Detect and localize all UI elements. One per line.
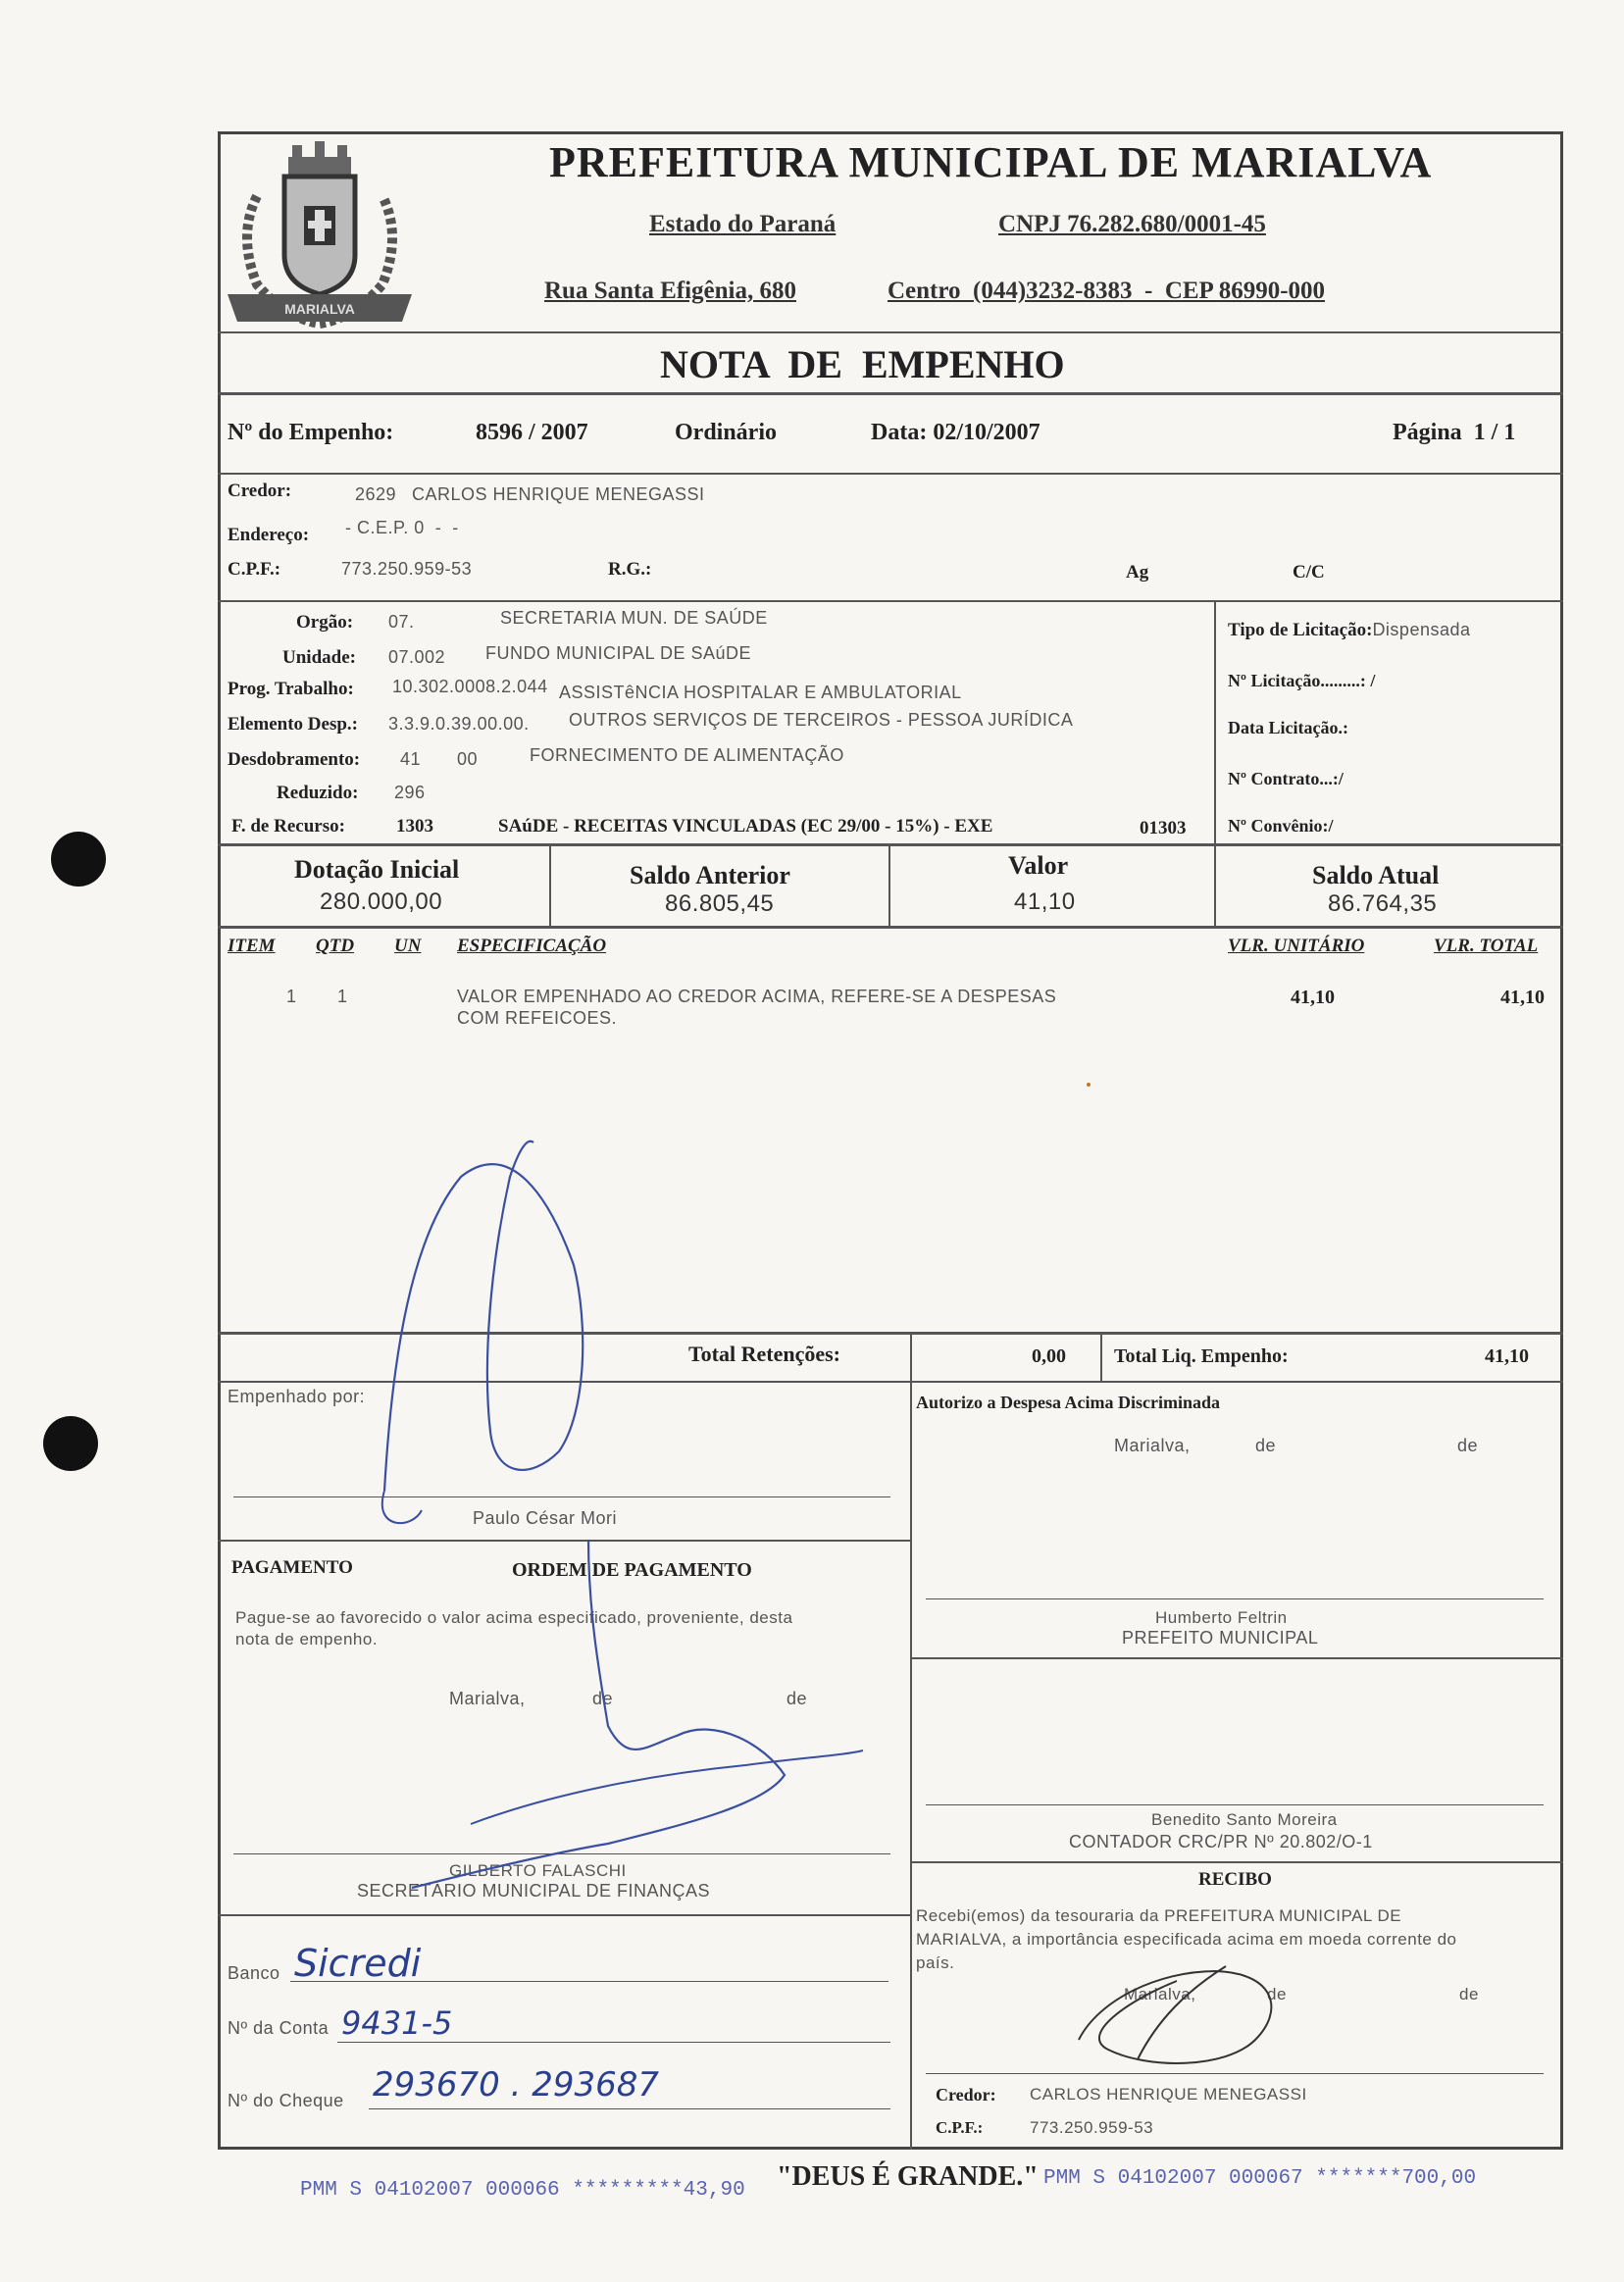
pagamento-de2: de bbox=[787, 1689, 808, 1708]
autorizo-de2: de bbox=[1457, 1436, 1479, 1455]
liquido-label: Total Liq. Empenho: bbox=[1114, 1345, 1289, 1367]
licitacao-number: Nº Licitação.........: / bbox=[1228, 671, 1376, 690]
autorizo-city: Marialva, bbox=[1114, 1436, 1191, 1455]
empenho-type: Ordinário bbox=[675, 420, 778, 445]
recurso-code: 1303 bbox=[396, 816, 433, 837]
saldo-anterior-label: Saldo Anterior bbox=[630, 861, 790, 889]
unidade-name: FUNDO MUNICIPAL DE SAúDE bbox=[485, 643, 752, 663]
autorizo-label: Autorizo a Despesa Acima Discriminada bbox=[916, 1393, 1220, 1412]
pagamento-city: Marialva, bbox=[449, 1689, 526, 1708]
empenhado-signer: Paulo César Mori bbox=[473, 1508, 618, 1528]
item-number: 1 bbox=[286, 987, 297, 1006]
prog-name: ASSISTêNCIA HOSPITALAR E AMBULATORIAL bbox=[559, 683, 962, 702]
address-label: Endereço: bbox=[228, 525, 310, 545]
crest-banner-text: MARIALVA bbox=[284, 301, 355, 317]
header-cnpj: CNPJ 76.282.680/0001-45 bbox=[998, 211, 1266, 237]
reduzido-label: Reduzido: bbox=[277, 783, 359, 803]
recurso-label: F. de Recurso: bbox=[231, 816, 345, 837]
orgao-name: SECRETARIA MUN. DE SAÚDE bbox=[500, 608, 768, 628]
retencoes-label: Total Retenções: bbox=[688, 1342, 840, 1366]
address-value: - C.E.P. 0 - - bbox=[345, 518, 459, 537]
rg-label: R.G.: bbox=[608, 559, 652, 580]
licitacao-type-label: Tipo de Licitação: bbox=[1228, 620, 1373, 640]
prog-label: Prog. Trabalho: bbox=[228, 679, 354, 699]
col-header-total-value: VLR. TOTAL bbox=[1434, 936, 1539, 956]
convenio-number: Nº Convênio:/ bbox=[1228, 816, 1334, 836]
item-spec-line2: COM REFEICOES. bbox=[457, 1008, 618, 1028]
col-header-qtd: QTD bbox=[316, 936, 355, 956]
orgao-label: Orgão: bbox=[296, 612, 354, 633]
recibo-line2: MARIALVA, a importância especificada acima em moeda corrente do bbox=[916, 1930, 1457, 1949]
saldo-anterior-value: 86.805,45 bbox=[665, 890, 775, 917]
empenhado-label: Empenhado por: bbox=[228, 1387, 366, 1406]
desdobramento-label: Desdobramento: bbox=[228, 749, 361, 770]
bank-stamp-left: PMM S 04102007 000066 *********43,90 bbox=[300, 2179, 745, 2202]
recurso-extra: 01303 bbox=[1140, 818, 1187, 838]
contador-role: CONTADOR CRC/PR Nº 20.802/O-1 bbox=[1069, 1832, 1373, 1851]
recibo-line3: país. bbox=[916, 1953, 955, 1972]
item-total-value: 41,10 bbox=[1500, 987, 1545, 1008]
saldo-atual-label: Saldo Atual bbox=[1312, 861, 1440, 889]
recibo-de1: de bbox=[1267, 1985, 1287, 2003]
dotacao-label: Dotação Inicial bbox=[294, 855, 460, 884]
empenho-date: Data: 02/10/2007 bbox=[871, 420, 1040, 445]
footer-motto: "DEUS É GRANDE." bbox=[777, 2161, 1039, 2192]
licitacao-type-value: Dispensada bbox=[1372, 620, 1471, 639]
credor-name: CARLOS HENRIQUE MENEGASSI bbox=[412, 484, 705, 504]
conta-label: Nº da Conta bbox=[228, 2018, 330, 2038]
header-title: PREFEITURA MUNICIPAL DE MARIALVA bbox=[549, 138, 1433, 186]
pagamento-text-line1: Pague-se ao favorecido o valor acima especificado, proveniente, desta bbox=[235, 1608, 793, 1627]
item-qtd: 1 bbox=[337, 987, 348, 1006]
cheque-handwritten: 293670 . 293687 bbox=[373, 2065, 660, 2105]
contrato-number: Nº Contrato...:/ bbox=[1228, 769, 1344, 788]
prefeito-role: PREFEITO MUNICIPAL bbox=[1122, 1628, 1319, 1648]
col-header-unit-value: VLR. UNITÁRIO bbox=[1228, 936, 1365, 956]
banco-handwritten: Sicredi bbox=[294, 1942, 422, 1985]
elemento-name: OUTROS SERVIÇOS DE TERCEIROS - PESSOA JURÍDICA bbox=[569, 710, 1074, 730]
ag-label: Ag bbox=[1126, 562, 1149, 583]
secretario-name: GILBERTO FALASCHI bbox=[449, 1861, 627, 1880]
autorizo-de1: de bbox=[1255, 1436, 1277, 1455]
unidade-code: 07.002 bbox=[388, 647, 446, 667]
recibo-title: RECIBO bbox=[1198, 1869, 1272, 1890]
contador-name: Benedito Santo Moreira bbox=[1151, 1810, 1338, 1829]
prefeito-name: Humberto Feltrin bbox=[1155, 1608, 1288, 1627]
recibo-line1: Recebi(emos) da tesouraria da PREFEITURA MUNICIPAL DE bbox=[916, 1906, 1402, 1925]
conta-handwritten: 9431-5 bbox=[341, 2004, 453, 2042]
cc-label: C/C bbox=[1293, 562, 1325, 583]
ordem-pagamento-label: ORDEM DE PAGAMENTO bbox=[512, 1559, 752, 1581]
pagamento-text-line2: nota de empenho. bbox=[235, 1630, 379, 1648]
secretario-role: SECRETÁRIO MUNICIPAL DE FINANÇAS bbox=[357, 1881, 711, 1901]
desdobramento-name: FORNECIMENTO DE ALIMENTAÇÃO bbox=[530, 745, 844, 765]
valor-value: 41,10 bbox=[1014, 888, 1076, 915]
cheque-label: Nº do Cheque bbox=[228, 2091, 344, 2110]
liquido-value: 41,10 bbox=[1485, 1345, 1529, 1367]
header-contacts: Centro (044)3232-8383 - CEP 86990-000 bbox=[888, 278, 1326, 304]
header-street: Rua Santa Efigênia, 680 bbox=[544, 278, 796, 304]
recibo-cpf: 773.250.959-53 bbox=[1030, 2118, 1154, 2137]
desdobramento-code-a: 41 bbox=[400, 749, 422, 769]
retencoes-value: 0,00 bbox=[1032, 1345, 1066, 1367]
saldo-atual-value: 86.764,35 bbox=[1328, 890, 1438, 917]
credor-code: 2629 bbox=[355, 484, 397, 504]
reduzido-value: 296 bbox=[394, 783, 426, 802]
recibo-city: Marialva, bbox=[1124, 1985, 1196, 2003]
desdobramento-code-b: 00 bbox=[457, 749, 479, 769]
pagamento-label: PAGAMENTO bbox=[231, 1557, 353, 1578]
cpf-label: C.P.F.: bbox=[228, 559, 281, 580]
empenho-number-label: Nº do Empenho: bbox=[228, 420, 394, 445]
unidade-label: Unidade: bbox=[282, 647, 356, 668]
recibo-de2: de bbox=[1459, 1985, 1479, 2003]
banco-label: Banco bbox=[228, 1963, 280, 1983]
header-state: Estado do Paraná bbox=[649, 211, 837, 237]
cpf-value: 773.250.959-53 bbox=[341, 559, 473, 579]
orgao-code: 07. bbox=[388, 612, 415, 632]
credor-label: Credor: bbox=[228, 481, 292, 501]
recibo-credor-name: CARLOS HENRIQUE MENEGASSI bbox=[1030, 2085, 1307, 2104]
dotacao-value: 280.000,00 bbox=[320, 888, 443, 915]
pagamento-de1: de bbox=[592, 1689, 614, 1708]
recurso-name: SAúDE - RECEITAS VINCULADAS (EC 29/00 - 15%) - EXE bbox=[498, 816, 993, 837]
page-number: Página 1 / 1 bbox=[1393, 420, 1516, 445]
bank-stamp-right: PMM S 04102007 000067 *******700,00 bbox=[1043, 2167, 1477, 2190]
valor-label: Valor bbox=[1008, 851, 1069, 880]
col-header-un: UN bbox=[394, 936, 422, 956]
prog-code: 10.302.0008.2.044 bbox=[392, 677, 548, 696]
col-header-spec: ESPECIFICAÇÃO bbox=[457, 936, 607, 956]
col-header-item: ITEM bbox=[228, 936, 276, 956]
elemento-code: 3.3.9.0.39.00.00. bbox=[388, 714, 530, 734]
recibo-cpf-label: C.P.F.: bbox=[936, 2118, 984, 2137]
licitacao-date: Data Licitação.: bbox=[1228, 718, 1348, 737]
item-spec-line1: VALOR EMPENHADO AO CREDOR ACIMA, REFERE-SE A DESPESAS bbox=[457, 987, 1057, 1006]
recibo-credor-label: Credor: bbox=[936, 2085, 996, 2105]
item-unit-value: 41,10 bbox=[1291, 987, 1335, 1008]
elemento-label: Elemento Desp.: bbox=[228, 714, 358, 735]
empenho-number: 8596 / 2007 bbox=[476, 420, 588, 445]
document-title: NOTA DE EMPENHO bbox=[660, 342, 1065, 386]
